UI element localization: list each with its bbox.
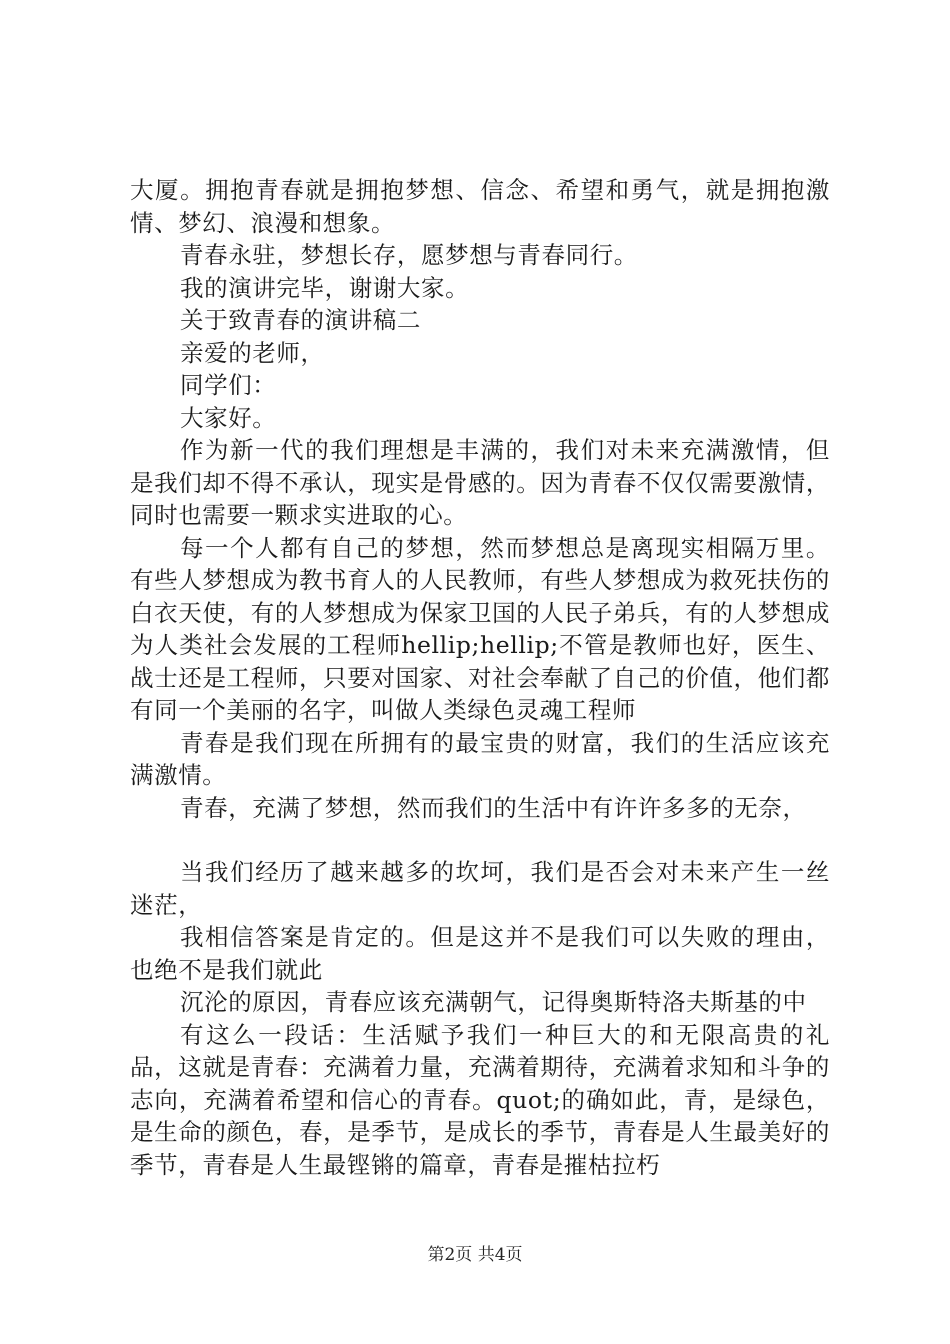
- paragraph-13: 我相信答案是肯定的。但是这并不是我们可以失败的理由，也绝不是我们就此: [130, 923, 830, 984]
- greeting: 大家好。: [180, 403, 277, 432]
- document-body: [130, 174, 830, 1181]
- paragraph-14: 沉沦的原因，青春应该充满朝气，记得奥斯特洛夫斯基的中: [180, 988, 807, 1016]
- section-title: 关于致青春的演讲稿二: [180, 306, 421, 334]
- paragraph-8: 作为新一代的我们理想是丰满的，我们对未来充满激情，但是我们却不得不承认，现实是骨感的。因为青春不仅仅需要激情，同时也需要一颗求实进取的心。: [130, 436, 830, 529]
- paragraph-3: 我的演讲完毕，谢谢大家。: [180, 273, 470, 302]
- paragraph-12: 当我们经历了越来越多的坎坷，我们是否会对未来产生一丝迷茫，: [130, 858, 830, 919]
- paragraph-9: 每一个人都有自己的梦想，然而梦想总是离现实相隔万里。有些人梦想成为教书育人的人民教师，有些人梦想成为救死扶伤的白衣天使，有的人梦想成为保家卫国的人民子弟兵，有的人梦想成为人类社会发展的工程师hellip;hellip;不管是教师也好，医生、战士还是工程师，只要对国家、对社会奉献了自己的价值，他们都有同一个美丽的名字，叫做人类绿色灵魂工程师: [130, 533, 830, 724]
- salutation-students: 同学们：: [180, 371, 277, 399]
- paragraph-2: 青春永驻，梦想长存，愿梦想与青春同行。: [180, 241, 638, 269]
- salutation-teachers: 亲爱的老师，: [180, 338, 325, 367]
- page-number-footer: 第2页 共4页: [427, 1245, 523, 1265]
- blank-line: [130, 824, 830, 856]
- paragraph-11: 青春，充满了梦想，然而我们的生活中有许许多多的无奈，: [180, 793, 807, 822]
- paragraph-10: 青春是我们现在所拥有的最宝贵的财富，我们的生活应该充满激情。: [130, 728, 830, 789]
- paragraph-15: 有这么一段话：生活赋予我们一种巨大的和无限高贵的礼品，这就是青春：充满着力量，充满着期待，充满着求知和斗争的志向，充满着希望和信心的青春。quot;的确如此，青，是绿色，是生命的颜色，春，是季节，是成长的季节，青春是人生最美好的季节，青春是人生最铿锵的篇章，青春是摧枯拉朽: [130, 1020, 830, 1179]
- paragraph-1: 大厦。拥抱青春就是拥抱梦想、信念、希望和勇气，就是拥抱激情、梦幻、浪漫和想象。: [130, 176, 830, 237]
